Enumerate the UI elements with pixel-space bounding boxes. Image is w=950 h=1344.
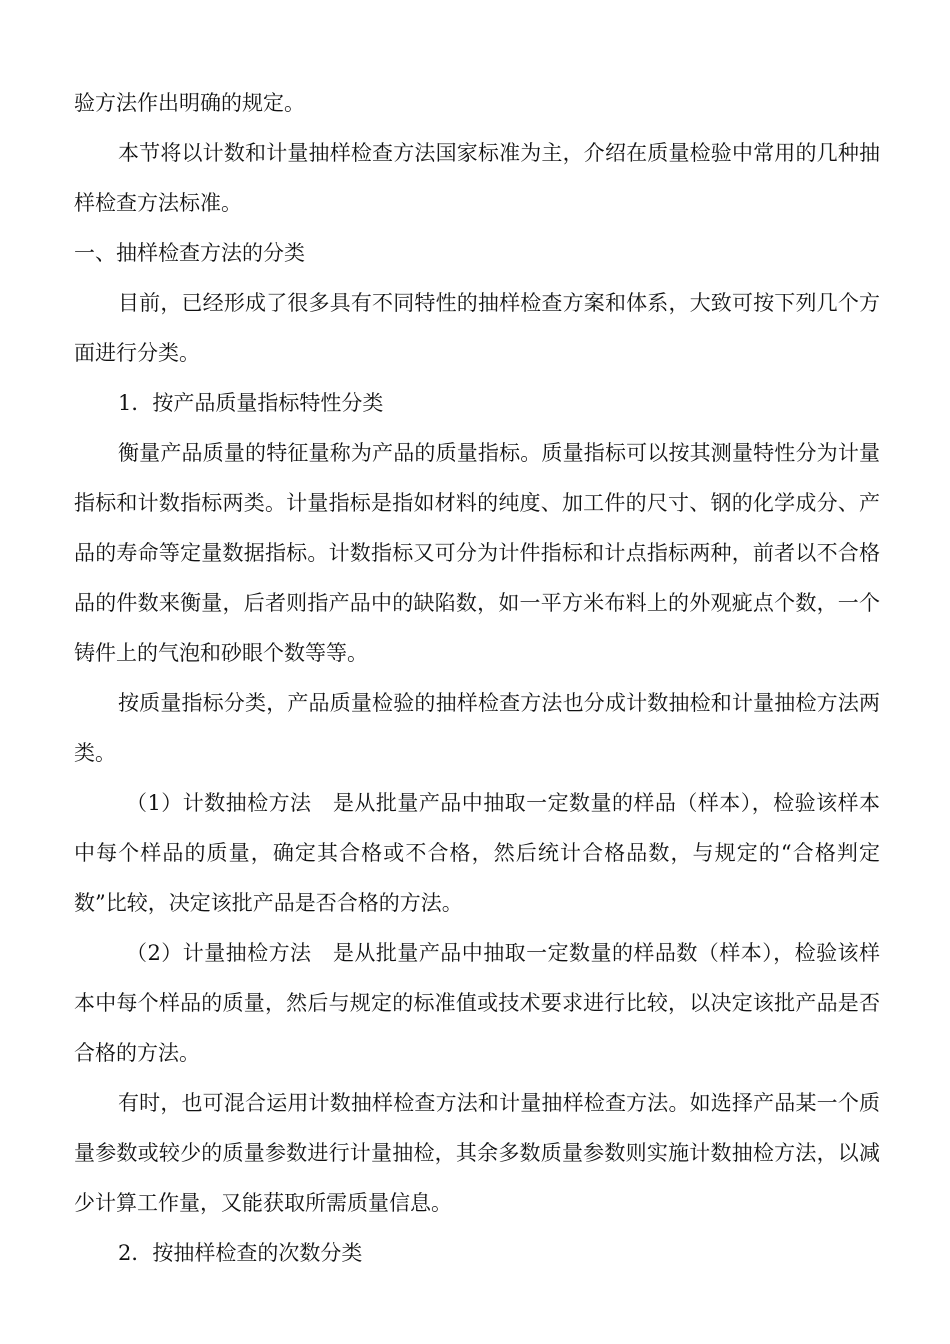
paragraph-intro: 本节将以计数和计量抽样检查方法国家标准为主，介绍在质量检验中常用的几种抽样检查方法标准。 bbox=[74, 141, 880, 215]
section-heading-classification: 一、抽样检查方法的分类 bbox=[74, 241, 305, 265]
paragraph-mixed-method: 有时，也可混合运用计数抽样检查方法和计量抽样检查方法。如选择产品某一个质量参数或较少的质量参数进行计量抽检，其余多数质量参数则实施计数抽检方法，以减少计算工作量，又能获取所需质量信息。 bbox=[74, 1091, 880, 1215]
subheading-sampling-count: 2．按抽样检查的次数分类 bbox=[118, 1241, 363, 1265]
paragraph-measure-method: （2）计量抽检方法 是从批量产品中抽取一定数量的样品数（样本），检验该样本中每个样品的质量，然后与规定的标准值或技术要求进行比较，以决定该批产品是否合格的方法。 bbox=[74, 941, 880, 1065]
paragraph-overview: 目前，已经形成了很多具有不同特性的抽样检查方案和体系，大致可按下列几个方面进行分类。 bbox=[74, 291, 880, 365]
document-page bbox=[74, 78, 880, 1278]
paragraph-quality-index: 衡量产品质量的特征量称为产品的质量指标。质量指标可以按其测量特性分为计量指标和计数指标两类。计量指标是指如材料的纯度、加工件的尺寸、钢的化学成分、产品的寿命等定量数据指标。计数指标又可分为计件指标和计点指标两种，前者以不合格品的件数来衡量，后者则指产品中的缺陷数，如一平方米布料上的外观疵点个数，一个铸件上的气泡和砂眼个数等等。 bbox=[74, 441, 880, 665]
paragraph-continuation: 验方法作出明确的规定。 bbox=[74, 91, 305, 115]
subheading-quality-index: 1．按产品质量指标特性分类 bbox=[118, 391, 384, 415]
paragraph-count-method: （1）计数抽检方法 是从批量产品中抽取一定数量的样品（样本），检验该样本中每个样品的质量，确定其合格或不合格，然后统计合格品数，与规定的“合格判定数”比较，决定该批产品是否合格的方法。 bbox=[74, 791, 880, 915]
paragraph-two-types: 按质量指标分类，产品质量检验的抽样检查方法也分成计数抽检和计量抽检方法两类。 bbox=[74, 691, 880, 765]
